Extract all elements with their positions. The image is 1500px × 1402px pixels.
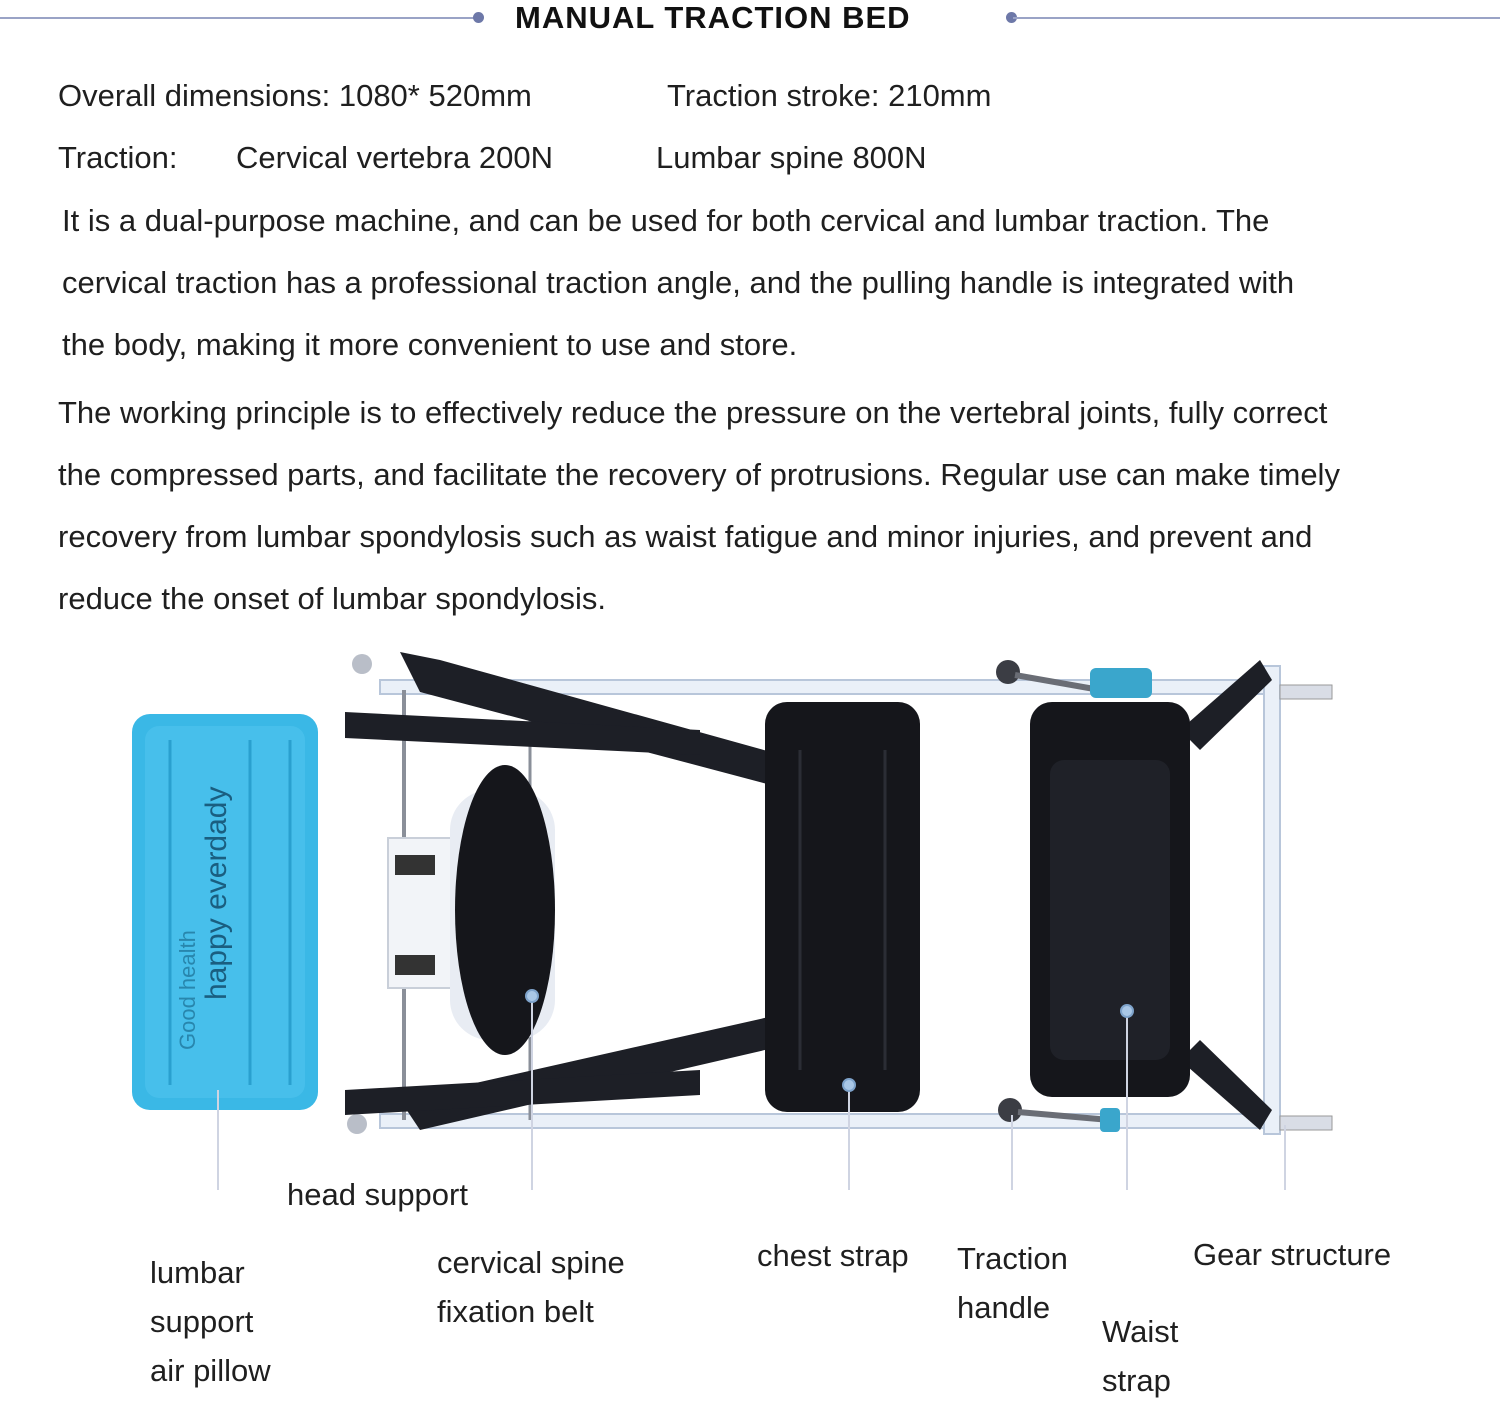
waist-cushion (1030, 702, 1190, 1097)
label-text: support (150, 1304, 254, 1339)
label-text: cervical spine (437, 1245, 625, 1280)
spec-cervical: Cervical vertebra 200N (236, 140, 554, 175)
description-line: It is a dual-purpose machine, and can be used for both cervical and lumbar traction. The (62, 203, 1270, 238)
principle-line: recovery from lumbar spondylosis such as waist fatigue and minor injuries, and prevent and (58, 519, 1313, 554)
principle-paragraph (58, 382, 1340, 630)
air-pillow (132, 714, 318, 1110)
label-gear-structure (1193, 1230, 1391, 1279)
label-traction-handle (957, 1234, 1068, 1332)
spec-stroke: Traction stroke: 210mm (667, 78, 992, 113)
label-text: Waist (1102, 1314, 1179, 1349)
spec-dimensions: Overall dimensions: 1080* 520mm (58, 78, 532, 113)
label-text: fixation belt (437, 1294, 594, 1329)
pillow-slogan-text: happy everdady (200, 786, 233, 1000)
label-text: handle (957, 1290, 1051, 1325)
page-title: MANUAL TRACTION BED (515, 0, 911, 35)
frame-knob (347, 1114, 367, 1134)
pillow-brand-text: Good health (175, 930, 200, 1050)
label-waist-strap (1102, 1307, 1178, 1402)
label-text: chest strap (757, 1238, 909, 1273)
principle-line: The working principle is to effectively reduce the pressure on the vertebral joints, fully correct (58, 395, 1328, 430)
principle-line: reduce the onset of lumbar spondylosis. (58, 581, 606, 616)
label-lumbar-pillow (150, 1248, 271, 1395)
label-text: Traction (957, 1241, 1068, 1276)
spec-traction-label: Traction: (58, 140, 178, 175)
description-line: cervical traction has a professional traction angle, and the pulling handle is integrated with (62, 265, 1295, 300)
label-text: Gear structure (1193, 1237, 1392, 1272)
traction-bed-illustration (0, 630, 1500, 1190)
label-text: air pillow (150, 1353, 271, 1388)
label-cervical-belt (437, 1238, 625, 1336)
frame-knob (352, 654, 372, 674)
spec-lumbar: Lumbar spine 800N (656, 140, 927, 175)
header-dot-left (473, 12, 484, 23)
principle-line: the compressed parts, and facilitate the recovery of protrusions. Regular use can make timely (58, 457, 1340, 492)
label-head-support (287, 1170, 468, 1219)
header-rule-left (0, 17, 476, 19)
label-chest-strap (757, 1231, 909, 1280)
label-text: strap (1102, 1363, 1171, 1398)
label-text: head support (287, 1177, 468, 1212)
chest-cushion (765, 702, 920, 1112)
head-support (388, 765, 555, 1055)
description-line: the body, making it more convenient to use and store. (62, 327, 798, 362)
label-text: lumbar (150, 1255, 245, 1290)
description-paragraph (62, 190, 1294, 376)
header-rule-right (1013, 17, 1500, 19)
